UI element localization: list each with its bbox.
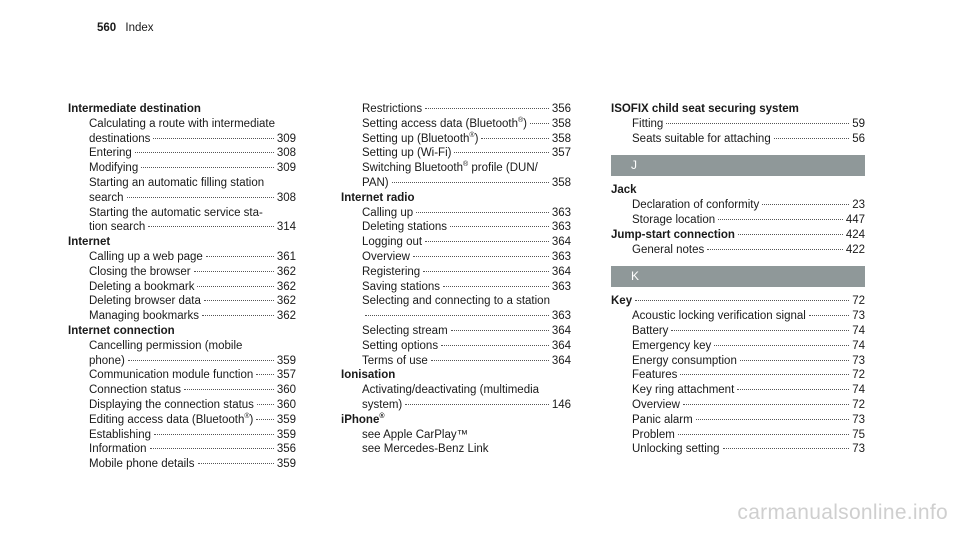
dot-leader	[202, 315, 274, 316]
index-entry-label: tion search	[89, 221, 146, 234]
dot-leader	[153, 138, 273, 139]
index-entry-label: Problem	[632, 428, 675, 441]
index-group	[341, 428, 571, 458]
dot-leader	[809, 315, 849, 316]
index-heading: Ionisation	[341, 369, 396, 382]
dot-leader	[416, 212, 549, 213]
dot-leader	[454, 152, 548, 153]
dot-leader	[392, 182, 549, 183]
index-entry	[68, 176, 296, 191]
index-entry	[341, 220, 571, 235]
dot-leader	[762, 204, 849, 205]
index-entry	[68, 146, 296, 161]
page-ref: 72	[852, 398, 865, 411]
page-ref: 356	[276, 443, 296, 456]
page-ref: 360	[276, 398, 296, 411]
dot-leader	[135, 152, 274, 153]
dot-leader	[696, 419, 849, 420]
index-entry	[341, 339, 571, 354]
index-entry-label: Setting options	[362, 339, 439, 352]
index-entry-label: Calculating a route with intermediate	[89, 117, 276, 130]
index-entry	[68, 398, 296, 413]
index-entry-label: Declaration of conformity	[632, 199, 760, 212]
index-heading: Internet radio	[341, 191, 415, 204]
dot-leader	[441, 345, 549, 346]
page-ref: 75	[852, 428, 865, 441]
page-ref: 360	[276, 384, 296, 397]
letter-band-k	[611, 266, 865, 287]
index-entry-label: Selecting stream	[362, 324, 448, 337]
index-entry	[68, 428, 296, 443]
dot-leader	[707, 249, 843, 250]
index-entry-label: Registering	[362, 265, 421, 278]
index-column-3	[611, 102, 865, 457]
index-entry	[611, 243, 865, 258]
index-entry	[341, 250, 571, 265]
dot-leader	[443, 286, 549, 287]
page-ref: 359	[276, 428, 296, 441]
page-ref: 73	[852, 310, 865, 323]
index-entry-label: Battery	[632, 324, 669, 337]
page-ref: 73	[852, 413, 865, 426]
page-ref: 314	[276, 221, 296, 234]
index-entry	[611, 324, 865, 339]
registered-mark: ®	[379, 412, 385, 420]
index-group	[68, 339, 296, 472]
dot-leader	[683, 404, 849, 405]
dot-leader	[184, 389, 274, 390]
dot-leader	[197, 286, 273, 287]
page-ref: 357	[276, 369, 296, 382]
index-entry	[68, 265, 296, 280]
index-group	[341, 383, 571, 413]
dot-leader	[127, 197, 274, 198]
index-entry	[341, 280, 571, 295]
index-entry	[68, 191, 296, 206]
page-ref: 59	[852, 117, 865, 130]
page-ref: 56	[852, 132, 865, 145]
page-ref: 359	[276, 413, 296, 426]
index-entry	[68, 457, 296, 472]
index-entry	[341, 383, 571, 398]
section-title: Index	[125, 22, 154, 34]
dot-leader	[423, 271, 549, 272]
page-ref: 361	[276, 250, 296, 263]
page-ref: 74	[852, 384, 865, 397]
page-ref: 358	[551, 132, 571, 145]
index-entry	[341, 428, 571, 443]
watermark: carmanualsonline.info	[737, 501, 948, 524]
index-entry	[611, 413, 865, 428]
index-entry-label: Overview	[632, 398, 680, 411]
index-entry-label: Closing the browser	[89, 265, 191, 278]
index-entry	[341, 206, 571, 221]
index-group	[68, 117, 296, 235]
dot-leader	[737, 389, 849, 390]
index-entry-label: Displaying the connection status	[89, 398, 254, 411]
index-entry-label: see Mercedes-Benz Link	[362, 443, 489, 456]
page-ref: 364	[551, 265, 571, 278]
index-entry-label: Activating/deactivating (multimedia	[362, 384, 540, 397]
index-entry	[341, 235, 571, 250]
page-ref: 73	[852, 354, 865, 367]
index-entry	[611, 442, 865, 457]
index-entry	[611, 368, 865, 383]
index-entry-label: Calling up a web page	[89, 250, 203, 263]
page-ref: 358	[551, 176, 571, 189]
index-entry	[611, 383, 865, 398]
index-entry	[611, 117, 865, 132]
index-heading: Internet	[68, 236, 111, 249]
index-entry-label: phone)	[89, 354, 125, 367]
index-entry	[68, 368, 296, 383]
index-entry	[341, 102, 571, 117]
index-entry	[341, 146, 571, 161]
page-ref: 72	[852, 295, 865, 308]
page-ref: 363	[551, 280, 571, 293]
dot-leader	[481, 138, 548, 139]
index-entry-label: Cancelling permission (mobile	[89, 339, 243, 352]
index-entry-label: Fitting	[632, 117, 664, 130]
index-entry-label: Information	[89, 443, 147, 456]
page-ref: 74	[852, 324, 865, 337]
index-entry-label: Energy consumption	[632, 354, 737, 367]
dot-leader	[431, 360, 549, 361]
dot-leader	[141, 167, 274, 168]
page-ref: 308	[276, 191, 296, 204]
index-entry	[341, 324, 571, 339]
page-ref: 72	[852, 369, 865, 382]
index-entry-label: Overview	[362, 250, 410, 263]
index-column-2	[341, 102, 571, 457]
page-number: 560	[97, 22, 117, 34]
index-group	[611, 309, 865, 457]
page-ref: 447	[845, 213, 865, 226]
index-entry-label: Communication module function	[89, 369, 254, 382]
index-heading: ISOFIX child seat securing system	[611, 103, 799, 115]
page-ref: 363	[551, 310, 571, 323]
letter-band-label: J	[631, 158, 637, 173]
index-entry-label: Editing access data (Bluetooth®)	[89, 412, 254, 426]
index-entry-label: Selecting and connecting to a station	[362, 295, 550, 308]
index-entry	[341, 354, 571, 369]
dot-leader	[718, 219, 843, 220]
dot-leader	[150, 448, 274, 449]
dot-leader	[148, 226, 274, 227]
index-heading: Internet connection	[68, 324, 175, 337]
index-entry-label: PAN)	[362, 176, 389, 189]
index-entry-label: Acoustic locking verification signal	[632, 310, 806, 323]
page-ref: 23	[852, 199, 865, 212]
page-ref: 363	[551, 206, 571, 219]
index-entry	[611, 428, 865, 443]
dot-leader	[666, 123, 849, 124]
index-group	[341, 102, 571, 191]
index-entry-label: Setting up (Wi-Fi)	[362, 147, 452, 160]
index-entry	[68, 442, 296, 457]
dot-leader	[365, 315, 549, 316]
dot-leader	[530, 123, 549, 124]
index-entry	[341, 132, 571, 147]
dot-leader	[206, 256, 274, 257]
index-entry-label: Entering	[89, 147, 132, 160]
index-entry	[341, 294, 571, 309]
dot-leader	[714, 345, 849, 346]
index-entry	[341, 265, 571, 280]
dot-leader	[256, 374, 274, 375]
index-entry	[68, 206, 296, 221]
dot-leader	[740, 360, 849, 361]
index-entry-label: Key ring attachment	[632, 384, 735, 397]
index-entry	[341, 398, 571, 413]
index-entry	[341, 442, 571, 457]
index-entry-label: Storage location	[632, 213, 716, 226]
index-entry	[68, 132, 296, 147]
dot-leader	[671, 330, 849, 331]
index-entry	[68, 309, 296, 324]
letter-band-j	[611, 155, 865, 176]
dot-leader	[723, 448, 850, 449]
index-entry-label: see Apple CarPlay™	[362, 428, 469, 441]
page-ref: 359	[276, 458, 296, 471]
index-heading-text: iPhone	[341, 413, 380, 426]
index-entry	[68, 161, 296, 176]
page-ref: 364	[551, 324, 571, 337]
dot-leader	[450, 226, 549, 227]
dot-leader	[738, 234, 843, 235]
page-ref: 364	[551, 236, 571, 249]
index-heading-text: Key	[611, 295, 633, 308]
index-entry-label: General notes	[632, 243, 705, 256]
page-ref: 309	[276, 132, 296, 145]
index-entry-label: Emergency key	[632, 339, 712, 352]
index-entry-label: Starting an automatic filling station	[89, 176, 265, 189]
index-heading-text: Jump-start connection	[611, 228, 735, 241]
dot-leader	[194, 271, 274, 272]
page-ref: 422	[845, 243, 865, 256]
index-heading-row	[611, 294, 865, 309]
dot-leader	[680, 374, 849, 375]
index-column-1	[68, 102, 296, 472]
index-entry	[68, 250, 296, 265]
index-entry-label: Logging out	[362, 236, 423, 249]
index-entry	[341, 176, 571, 191]
index-entry	[341, 309, 571, 324]
page-ref: 74	[852, 339, 865, 352]
index-entry-label: Saving stations	[362, 280, 440, 293]
index-entry	[611, 354, 865, 369]
dot-leader	[405, 404, 549, 405]
index-heading-iphone	[341, 413, 571, 428]
page-ref: 363	[551, 221, 571, 234]
index-heading-row	[611, 228, 865, 243]
dot-leader	[128, 360, 274, 361]
index-entry-label: Setting access data (Bluetooth®)	[362, 116, 528, 130]
index-entry-label: Deleting browser data	[89, 295, 201, 308]
index-entry-label: Calling up	[362, 206, 414, 219]
index-group	[611, 117, 865, 147]
dot-leader	[198, 463, 274, 464]
dot-leader	[413, 256, 549, 257]
page-header	[97, 22, 154, 34]
index-heading: Jack	[611, 184, 637, 197]
page-ref: 309	[276, 162, 296, 175]
index-entry-label: Mobile phone details	[89, 458, 195, 471]
page-ref: 363	[551, 250, 571, 263]
page-ref: 308	[276, 147, 296, 160]
dot-leader	[774, 138, 849, 139]
page-ref: 362	[276, 280, 296, 293]
index-entry-label: search	[89, 191, 124, 204]
index-entry	[611, 398, 865, 413]
letter-band-label: K	[631, 269, 640, 284]
index-group	[611, 243, 865, 258]
page-ref: 356	[551, 103, 571, 115]
dot-leader	[257, 404, 274, 405]
index-group	[68, 250, 296, 324]
index-entry	[611, 339, 865, 354]
index-entry	[68, 220, 296, 235]
index-entry-label: Switching Bluetooth® profile (DUN/	[362, 161, 538, 175]
dot-leader	[678, 434, 849, 435]
index-entry-label: Setting up (Bluetooth®)	[362, 131, 479, 145]
index-entry-label: Terms of use	[362, 354, 428, 367]
page-ref: 358	[551, 117, 571, 130]
page-ref: 357	[551, 147, 571, 160]
index-entry-label: Deleting stations	[362, 221, 448, 234]
index-entry	[611, 213, 865, 228]
page-ref: 424	[845, 228, 865, 241]
index-entry	[68, 117, 296, 132]
index-entry	[68, 413, 296, 428]
index-entry	[68, 280, 296, 295]
index-entry-label: Restrictions	[362, 103, 423, 115]
dot-leader	[204, 300, 274, 301]
index-entry-label: Connection status	[89, 384, 182, 397]
index-group	[341, 206, 571, 369]
index-entry-label: Establishing	[89, 428, 152, 441]
dot-leader	[425, 241, 549, 242]
page-ref: 362	[276, 295, 296, 308]
index-heading: Intermediate destination	[68, 103, 201, 115]
index-entry	[68, 383, 296, 398]
page-ref: 362	[276, 265, 296, 278]
index-entry-label: destinations	[89, 132, 151, 145]
index-entry-label: Modifying	[89, 162, 139, 175]
index-entry-label: Unlocking setting	[632, 443, 720, 456]
dot-leader	[256, 419, 273, 420]
page-ref: 146	[551, 398, 571, 411]
page-ref: 73	[852, 443, 865, 456]
index-entry	[68, 339, 296, 354]
index-entry	[341, 117, 571, 132]
index-entry-label: Seats suitable for attaching	[632, 132, 771, 145]
index-entry-label: Features	[632, 369, 678, 382]
dot-leader	[154, 434, 274, 435]
index-entry-label: Panic alarm	[632, 413, 693, 426]
dot-leader	[635, 300, 849, 301]
index-group	[611, 198, 865, 228]
index-entry	[611, 309, 865, 324]
index-entry-label: system)	[362, 398, 403, 411]
page-ref: 359	[276, 354, 296, 367]
index-entry	[611, 198, 865, 213]
index-entry	[611, 132, 865, 147]
index-entry-label: Starting the automatic service sta-	[89, 206, 263, 219]
index-entry-label: Managing bookmarks	[89, 310, 199, 323]
page-ref: 364	[551, 354, 571, 367]
index-entry	[68, 354, 296, 369]
index-entry-label: Deleting a bookmark	[89, 280, 195, 293]
page-ref: 364	[551, 339, 571, 352]
dot-leader	[425, 108, 549, 109]
dot-leader	[451, 330, 549, 331]
page-ref: 362	[276, 310, 296, 323]
index-entry	[341, 161, 571, 176]
index-entry	[68, 294, 296, 309]
